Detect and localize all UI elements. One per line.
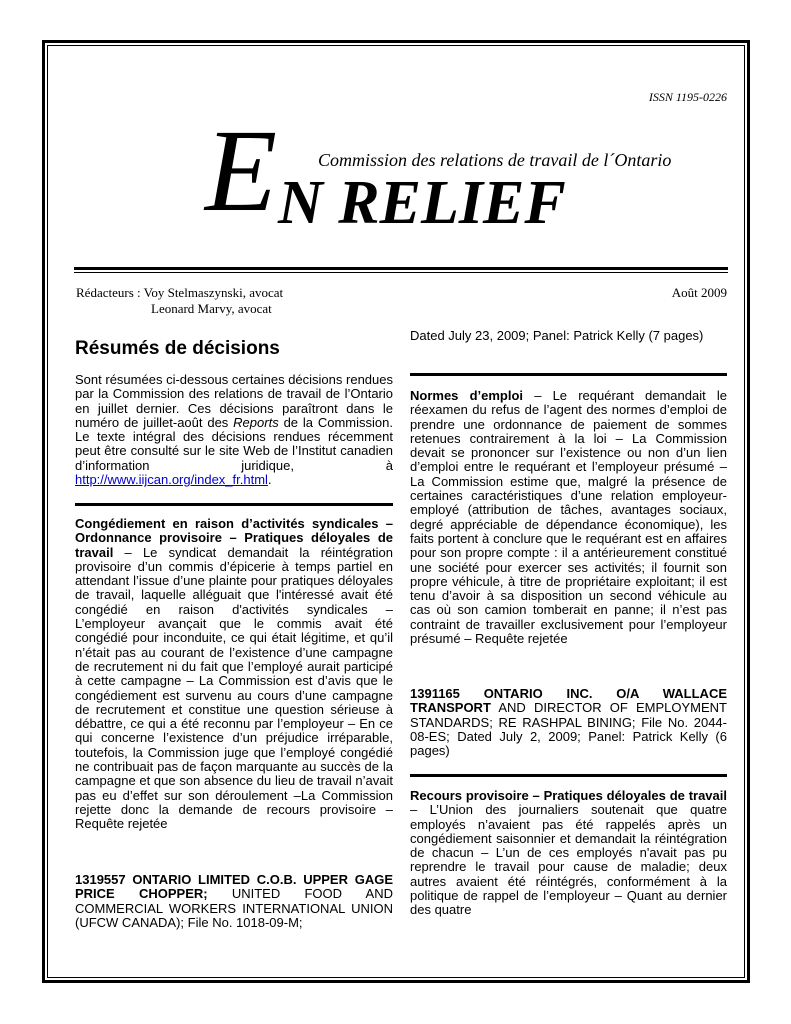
divider	[75, 503, 393, 506]
case-2-heading: Normes d’emploi	[410, 388, 524, 403]
issn-number: ISSN 1195-0226	[648, 90, 727, 104]
divider	[410, 774, 727, 777]
masthead-title: N RELIEF	[278, 169, 566, 237]
case-1-citation-continued: Dated July 23, 2009; Panel: Patrick Kelly (7 pages)	[410, 328, 704, 343]
case-3-summary	[410, 789, 727, 918]
commission-name: Commission des relations de travail de l´Ontario	[318, 150, 672, 170]
divider	[410, 373, 727, 376]
intro-text-1: Sont résumées ci-dessous certaines décisions rendues par la Commission des relations de travail de l’Ontario en juillet dernier. Ces décisions paraîtront dans le numéro de juillet-août des	[75, 372, 393, 430]
intro-end: .	[267, 472, 272, 488]
masthead-rule-thick	[74, 267, 728, 270]
case-1-citation-bold: 1319557 ONTARIO LIMITED C.O.B. UPPER GAGE PRICE CHOPPER;	[75, 872, 393, 902]
masthead-initial: E	[205, 105, 278, 236]
intro-paragraph	[75, 373, 393, 487]
case-2-summary	[410, 389, 727, 646]
case-1-citation-rest: UNITED FOOD AND COMMERCIAL WORKERS INTERNATIONAL UNION (UFCW CANADA); File No. 1018-09-M;	[75, 886, 393, 930]
case-1-citation	[75, 873, 393, 930]
editor-line-2: Leonard Marvy, avocat	[151, 301, 272, 316]
section-title: Résumés de décisions	[75, 338, 280, 359]
case-3-heading: Recours provisoire – Pratiques déloyales de travail	[410, 788, 727, 803]
intro-text-2: de la Commission. Le texte intégral des décisions rendues récemment peut être consulté sur le site Web de l’Institut canadien d’information juridique, à	[75, 414, 393, 473]
case-1-summary	[75, 517, 393, 832]
case-1-heading: Congédiement en raison d’activités syndicales – Ordonnance provisoire – Pratiques déloyales de travail	[75, 516, 393, 560]
editor-line-1: Rédacteurs : Voy Stelmaszynski, avocat	[76, 285, 284, 300]
canlii-link[interactable]: http://www.iijcan.org/index_fr.html	[75, 472, 268, 488]
case-2-citation-bold: 1391165 ONTARIO INC. O/A WALLACE TRANSPORT	[410, 686, 727, 716]
case-3-body: – L’Union des journaliers soutenait que quatre employés n’avaient pas été rappelés après un congédiement saisonnier et demandait la réintégration de chacun – L’un de ces employés n'avait pas pu reprendre le travail pour cause de maladie; deux autres avaient été réintégrés, conformément à la politique de rappel de l’employeur – Quant au dernier des quatre	[410, 802, 727, 918]
issue-date: Août 2009	[671, 285, 727, 300]
case-2-citation	[410, 687, 727, 758]
case-2-citation-rest: AND DIRECTOR OF EMPLOYMENT STANDARDS; RE RASHPAL BINING; File No. 2044-08-ES; Dated July 2, 2009; Panel: Patrick Kelly (6 pages)	[410, 700, 727, 759]
editors	[76, 285, 283, 317]
case-1-body: – Le syndicat demandait la réintégration provisoire d’un commis d’épicerie à temps partiel en attendant l’issue d’une plainte pour pratiques déloyales de travail, laquelle alléguait que l'intéressé avait été congédié en raison d'activités syndicales – L’employeur avançait que le commis avait été congédié pour inconduite, ce qui était légitime, et qu’il n’était pas au courant de l’existence d’une campagne de recrutement ni du fait que l’employé aurait participé à cette campagne – La Commission est d’avis que le congédiement est survenu au cours d’une campagne de recrutement et constitue une question sérieuse à débattre, ce qui a été reconnu par l’employeur – En ce qui concerne l’existence d’un préjudice irréparable, toutefois, la Commission juge que l’employé congédié ne contribuait pas de façon marquante au succès de la campagne et que son absence du lieu de travail n’avait pas eu d’effet sur son déroulement –La Commission rejette donc la demande de recours provisoire – Requête rejetée	[75, 544, 393, 832]
case-2-body: – Le requérant demandait le réexamen du refus de l’agent des normes d’emploi de prendre une ordonnance de paiement de sommes retenues contrairement à la loi – La Commission devait se prononcer sur l’existence ou non d’un lien d’emploi entre le requérant et l’employeur présumé – La Commission estime que, malgré la présence de certaines caractéristiques d’une relation employeur-employé (attribution de tâches, avantages sociaux, degré appréciable de dépendance économique), les faits portent à conclure que le requérant est en affaires pour son propre compte : il a antérieurement constitué une société pour exercer ses activités; il fournit son propre véhicule, à titre de propriétaire exploitant; il est tenu d’avoir à sa disposition un second véhicule au cas où son camion tomberait en panne; il n’est pas contraint de travailler exclusivement pour l’employeur présumé – Requête rejetée	[410, 388, 727, 647]
masthead-rule-thin	[74, 272, 728, 273]
intro-reports: Reports	[233, 414, 279, 430]
